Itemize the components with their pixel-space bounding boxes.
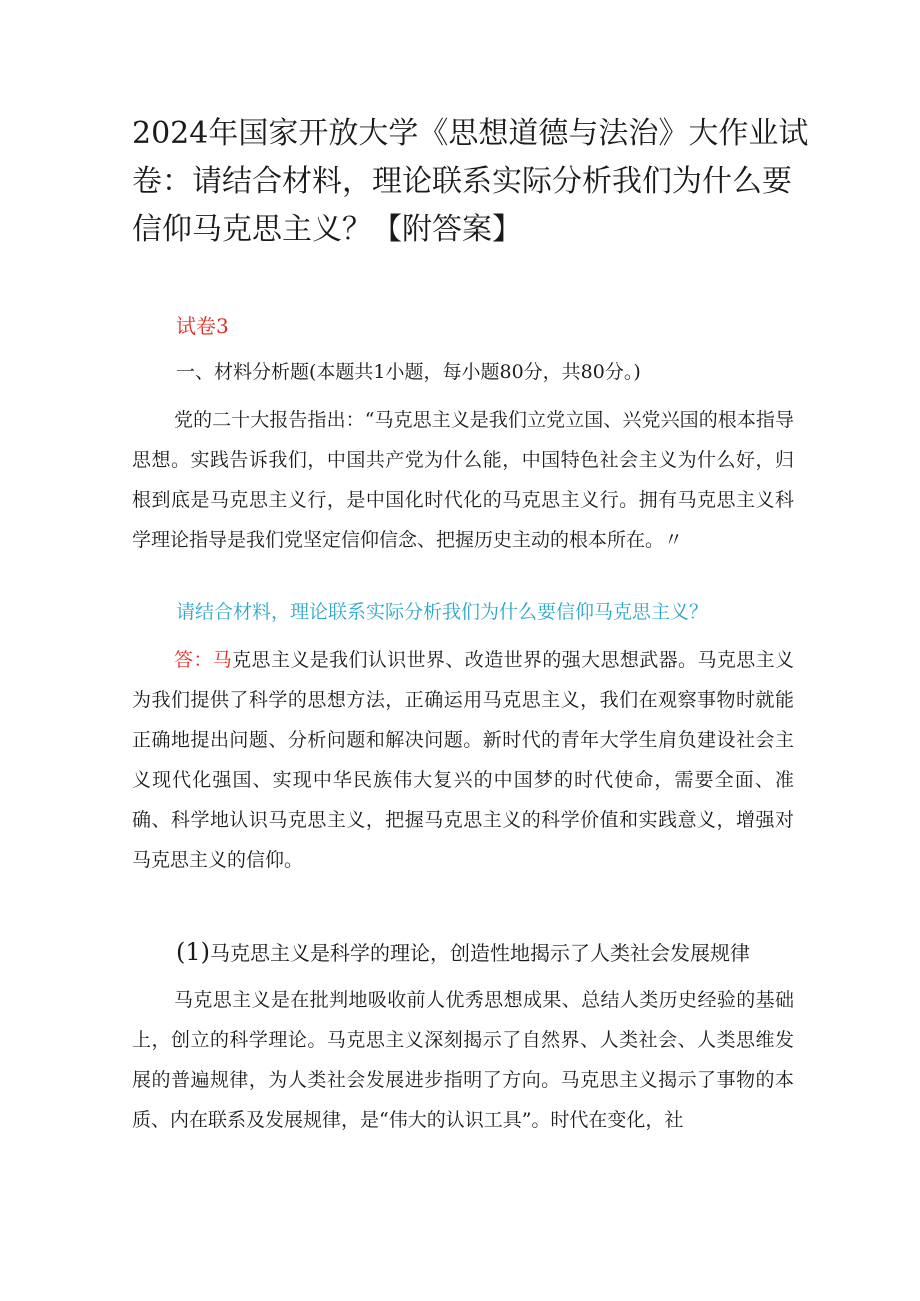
answer-text: 克思主义是我们认识世界、改造世界的强大思想武器。马克思主义为我们提供了科学的思想方法，正确运用马克思主义，我们在观察事物时就能正确地提出问题、分析问题和解决问题。新时代的青年大学生肩负建设社会主义现代化强国、实现中华民族伟大复兴的中国梦的时代使命，需要全面、准确、科学地认识马克思主义，把握马克思主义的科学价值和实践意义，增强对马克思主义的信仰。 (132, 649, 794, 871)
question-text: 请结合材料，理论联系实际分析我们为什么要信仰马克思主义？ (176, 601, 709, 623)
answer-paragraph (132, 640, 794, 880)
document-title: 2024年国家开放大学《思想道德与法治》大作业试卷：请结合材料，理论联系实际分析我们为什么要信仰马克思主义？【附答案】 (132, 116, 809, 247)
point-1-heading (176, 936, 750, 969)
section-heading: 一、材料分析题(本题共1小题，每小题80分，共80分。) (176, 361, 641, 383)
material-paragraph: 党的二十大报告指出：“马克思主义是我们立党立国、兴党兴国的根本指导思想。实践告诉我们，中国共产党为什么能，中国特色社会主义为什么好，归根到底是马克思主义行，是中国化时代化的马克思主义行。拥有马克思主义科学理论指导是我们党坚定信仰信念、把握历史主动的根本所在。〃 (132, 409, 794, 551)
point-1-title: 马克思主义是科学的理论，创造性地揭示了人类社会发展规律 (210, 941, 750, 965)
answer-label: 答：马 (174, 649, 233, 671)
point-1-number: (1) (176, 938, 210, 966)
point-1-paragraph: 马克思主义是在批判地吸收前人优秀思想成果、总结人类历史经验的基础上，创立的科学理论。马克思主义深刻揭示了自然界、人类社会、人类思维发展的普遍规律，为人类社会发展进步指明了方向。马克思主义揭示了事物的本质、内在联系及发展规律，是“伟大的认识工具”。时代在变化，社 (132, 989, 794, 1131)
exam-label: 试卷3 (176, 314, 229, 338)
